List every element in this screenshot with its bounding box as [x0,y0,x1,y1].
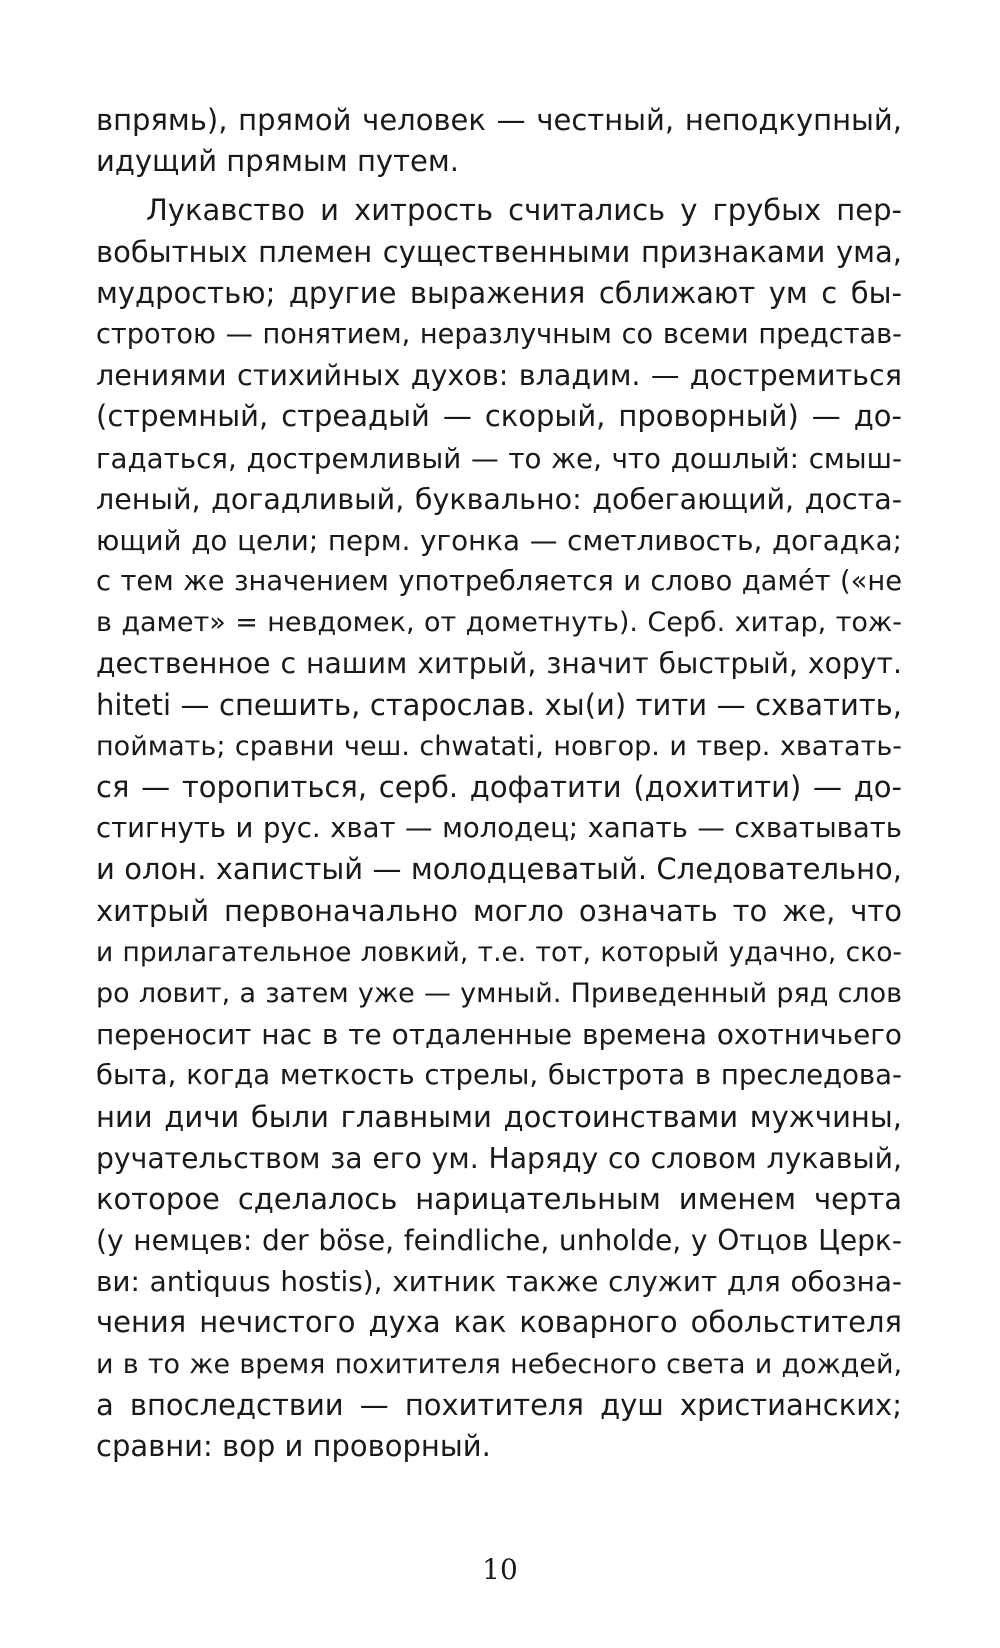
text-line: hiteti — спешить, старослав. хы(и) тити — схватить, [96,687,902,722]
text-line: которое сделалось нарицательным именем черта [96,1181,902,1216]
text-line: в дамет» = невдомек, от дометнуть). Серб. хитар, тож- [96,607,902,639]
text-line: и олон. хапистый — молодцеватый. Следовательно, [96,852,902,887]
text-line: стротою — понятием, неразлучным со всеми представ- [96,318,902,350]
text-line: чения нечистого духа как коварного обольстителя [96,1305,902,1340]
text-block [96,100,902,1467]
text-line: ро ловит, а затем уже — умный. Приведенный ряд слов [96,977,902,1009]
text-line: гадаться, достремливый — то же, что дошлый: смыш- [96,441,902,475]
text-line: переносит нас в те отдаленные времена охотничьего [96,1018,902,1052]
text-line: (стремный, стреадый — скорый, проворный) — до- [96,399,902,434]
text-line: впрямь), прямой человек — честный, неподкупный, [96,103,902,137]
text-line: дественное с нашим хитрый, значит быстрый, хорут. [96,647,902,681]
text-line: сравни: вор и проворный. [96,1429,491,1463]
paragraph [96,100,902,182]
text-line: ручательством за его ум. Наряду со словом лукавый, [96,1141,902,1175]
text-line: вобытных племен существенными признаками ума, [96,234,902,269]
text-line: а впоследствии — похитителя душ христианских; [96,1387,902,1422]
text-line: быта, когда меткость стрелы, быстрота в преследова- [96,1059,902,1092]
text-line: и в то же время похитителя небесного света и дождей, [96,1348,902,1380]
text-line: с тем же значением употребляется и слово даме́т («не [96,566,902,598]
text-line: Лукавство и хитрость считались у грубых пер- [146,193,902,228]
text-line: и прилагательное ловкий, т.е. тот, который удачно, ско- [96,936,902,968]
text-line: ющий до цели; перм. угонка — сметливость, догадка; [96,523,902,557]
text-line: идущий прямым путем. [96,144,459,179]
text-line: лениями стихийных духов: владим. — достремиться [96,358,902,393]
text-line: нии дичи были главными достоинствами мужчины, [96,1099,902,1134]
text-line: (у немцев: der böse, feindliche, unholde, у Отцов Церк- [96,1224,902,1258]
text-line: ся — торопиться, серб. дофатити (дохитити) — до- [96,770,902,804]
text-line: стигнуть и рус. хват — молодец; хапать — схватывать [96,812,902,845]
text-line: ви: antiquus hostis), хитник также служит для обозна- [96,1265,902,1299]
paragraph [96,190,902,1467]
text-line: хитрый первоначально могло означать то же, что [96,893,902,928]
text-line: поймать; сравни чеш. chwatati, новгор. и твер. хватать- [96,730,902,762]
page-body [96,100,902,1467]
text-line: мудростью; другие выражения сближают ум с бы- [96,275,902,310]
page-number: 10 [482,1553,518,1586]
text-line: леный, догадливый, буквально: добегающий, доста- [96,482,902,516]
